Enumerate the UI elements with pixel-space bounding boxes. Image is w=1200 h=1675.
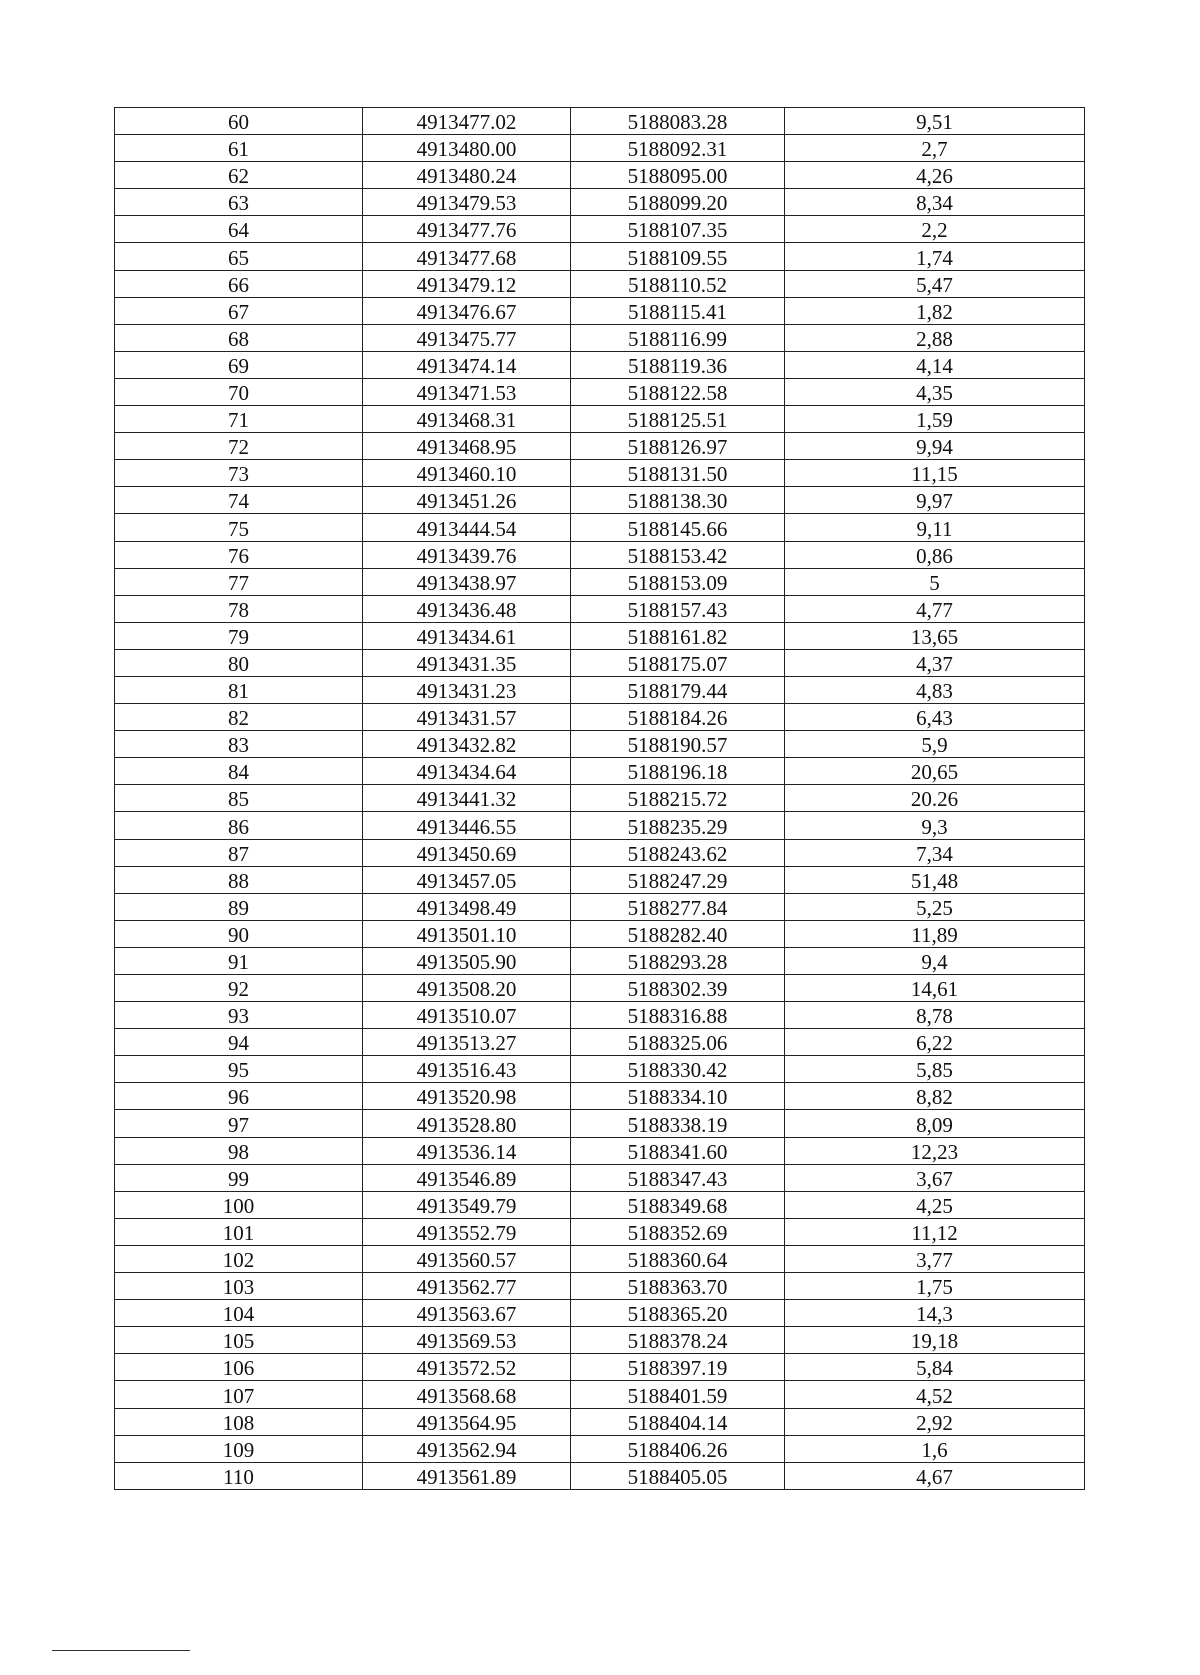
- table-row: [115, 541, 1085, 568]
- coordinates-table: [114, 107, 1085, 1490]
- distance-cell: 1,59: [785, 406, 1085, 433]
- x-coordinate-cell: 4913477.68: [363, 243, 571, 270]
- point-number-cell: 81: [115, 676, 363, 703]
- y-coordinate-cell: 5188349.68: [571, 1191, 785, 1218]
- y-coordinate-cell: 5188116.99: [571, 324, 785, 351]
- y-coordinate-cell: 5188405.05: [571, 1462, 785, 1489]
- point-number-cell: 84: [115, 758, 363, 785]
- table-row: [115, 595, 1085, 622]
- point-number-cell: 82: [115, 704, 363, 731]
- x-coordinate-cell: 4913479.12: [363, 270, 571, 297]
- table-row: [115, 622, 1085, 649]
- table-row: [115, 324, 1085, 351]
- table-row: [115, 676, 1085, 703]
- y-coordinate-cell: 5188247.29: [571, 866, 785, 893]
- point-number-cell: 97: [115, 1110, 363, 1137]
- point-number-cell: 80: [115, 649, 363, 676]
- distance-cell: 0,86: [785, 541, 1085, 568]
- table-row: [115, 514, 1085, 541]
- y-coordinate-cell: 5188138.30: [571, 487, 785, 514]
- y-coordinate-cell: 5188404.14: [571, 1408, 785, 1435]
- distance-cell: 13,65: [785, 622, 1085, 649]
- y-coordinate-cell: 5188406.26: [571, 1435, 785, 1462]
- table-row: [115, 487, 1085, 514]
- table-row: [115, 243, 1085, 270]
- distance-cell: 4,35: [785, 378, 1085, 405]
- distance-cell: 8,82: [785, 1083, 1085, 1110]
- y-coordinate-cell: 5188282.40: [571, 920, 785, 947]
- distance-cell: 11,15: [785, 460, 1085, 487]
- table-row: [115, 1083, 1085, 1110]
- point-number-cell: 66: [115, 270, 363, 297]
- x-coordinate-cell: 4913568.68: [363, 1381, 571, 1408]
- distance-cell: 4,37: [785, 649, 1085, 676]
- table-row: [115, 920, 1085, 947]
- point-number-cell: 109: [115, 1435, 363, 1462]
- y-coordinate-cell: 5188099.20: [571, 189, 785, 216]
- point-number-cell: 70: [115, 378, 363, 405]
- y-coordinate-cell: 5188115.41: [571, 297, 785, 324]
- distance-cell: 20,65: [785, 758, 1085, 785]
- distance-cell: 8,34: [785, 189, 1085, 216]
- x-coordinate-cell: 4913572.52: [363, 1354, 571, 1381]
- point-number-cell: 101: [115, 1218, 363, 1245]
- x-coordinate-cell: 4913434.64: [363, 758, 571, 785]
- distance-cell: 5,25: [785, 893, 1085, 920]
- table-row: [115, 189, 1085, 216]
- y-coordinate-cell: 5188179.44: [571, 676, 785, 703]
- point-number-cell: 65: [115, 243, 363, 270]
- distance-cell: 11,12: [785, 1218, 1085, 1245]
- table-row: [115, 1273, 1085, 1300]
- y-coordinate-cell: 5188175.07: [571, 649, 785, 676]
- x-coordinate-cell: 4913562.77: [363, 1273, 571, 1300]
- point-number-cell: 78: [115, 595, 363, 622]
- x-coordinate-cell: 4913431.23: [363, 676, 571, 703]
- point-number-cell: 63: [115, 189, 363, 216]
- y-coordinate-cell: 5188352.69: [571, 1218, 785, 1245]
- point-number-cell: 90: [115, 920, 363, 947]
- table-row: [115, 649, 1085, 676]
- y-coordinate-cell: 5188243.62: [571, 839, 785, 866]
- table-row: [115, 1381, 1085, 1408]
- point-number-cell: 61: [115, 135, 363, 162]
- point-number-cell: 107: [115, 1381, 363, 1408]
- table-row: [115, 568, 1085, 595]
- x-coordinate-cell: 4913563.67: [363, 1300, 571, 1327]
- distance-cell: 3,67: [785, 1164, 1085, 1191]
- point-number-cell: 67: [115, 297, 363, 324]
- table-row: [115, 812, 1085, 839]
- point-number-cell: 95: [115, 1056, 363, 1083]
- y-coordinate-cell: 5188341.60: [571, 1137, 785, 1164]
- distance-cell: 19,18: [785, 1327, 1085, 1354]
- x-coordinate-cell: 4913508.20: [363, 975, 571, 1002]
- distance-cell: 6,43: [785, 704, 1085, 731]
- distance-cell: 8,09: [785, 1110, 1085, 1137]
- point-number-cell: 76: [115, 541, 363, 568]
- distance-cell: 1,74: [785, 243, 1085, 270]
- y-coordinate-cell: 5188277.84: [571, 893, 785, 920]
- y-coordinate-cell: 5188360.64: [571, 1245, 785, 1272]
- distance-cell: 8,78: [785, 1002, 1085, 1029]
- distance-cell: 14,3: [785, 1300, 1085, 1327]
- y-coordinate-cell: 5188325.06: [571, 1029, 785, 1056]
- table-row: [115, 406, 1085, 433]
- distance-cell: 12,23: [785, 1137, 1085, 1164]
- y-coordinate-cell: 5188131.50: [571, 460, 785, 487]
- y-coordinate-cell: 5188316.88: [571, 1002, 785, 1029]
- x-coordinate-cell: 4913431.57: [363, 704, 571, 731]
- table-row: [115, 1218, 1085, 1245]
- table-row: [115, 135, 1085, 162]
- x-coordinate-cell: 4913561.89: [363, 1462, 571, 1489]
- y-coordinate-cell: 5188109.55: [571, 243, 785, 270]
- y-coordinate-cell: 5188110.52: [571, 270, 785, 297]
- x-coordinate-cell: 4913552.79: [363, 1218, 571, 1245]
- distance-cell: 5,9: [785, 731, 1085, 758]
- table-row: [115, 866, 1085, 893]
- x-coordinate-cell: 4913431.35: [363, 649, 571, 676]
- x-coordinate-cell: 4913528.80: [363, 1110, 571, 1137]
- table-row: [115, 216, 1085, 243]
- x-coordinate-cell: 4913436.48: [363, 595, 571, 622]
- table-row: [115, 1110, 1085, 1137]
- point-number-cell: 60: [115, 108, 363, 135]
- table-row: [115, 785, 1085, 812]
- distance-cell: 51,48: [785, 866, 1085, 893]
- x-coordinate-cell: 4913446.55: [363, 812, 571, 839]
- x-coordinate-cell: 4913475.77: [363, 324, 571, 351]
- y-coordinate-cell: 5188338.19: [571, 1110, 785, 1137]
- point-number-cell: 102: [115, 1245, 363, 1272]
- footnote-rule: [52, 1650, 190, 1651]
- x-coordinate-cell: 4913479.53: [363, 189, 571, 216]
- distance-cell: 4,67: [785, 1462, 1085, 1489]
- table-row: [115, 270, 1085, 297]
- point-number-cell: 69: [115, 351, 363, 378]
- x-coordinate-cell: 4913468.95: [363, 433, 571, 460]
- y-coordinate-cell: 5188235.29: [571, 812, 785, 839]
- point-number-cell: 75: [115, 514, 363, 541]
- table-row: [115, 704, 1085, 731]
- distance-cell: 2,92: [785, 1408, 1085, 1435]
- point-number-cell: 68: [115, 324, 363, 351]
- table-row: [115, 947, 1085, 974]
- x-coordinate-cell: 4913516.43: [363, 1056, 571, 1083]
- y-coordinate-cell: 5188095.00: [571, 162, 785, 189]
- x-coordinate-cell: 4913441.32: [363, 785, 571, 812]
- y-coordinate-cell: 5188334.10: [571, 1083, 785, 1110]
- distance-cell: 9,51: [785, 108, 1085, 135]
- x-coordinate-cell: 4913450.69: [363, 839, 571, 866]
- x-coordinate-cell: 4913480.00: [363, 135, 571, 162]
- table-row: [115, 839, 1085, 866]
- x-coordinate-cell: 4913476.67: [363, 297, 571, 324]
- y-coordinate-cell: 5188363.70: [571, 1273, 785, 1300]
- distance-cell: 4,77: [785, 595, 1085, 622]
- table-row: [115, 1408, 1085, 1435]
- distance-cell: 9,97: [785, 487, 1085, 514]
- distance-cell: 7,34: [785, 839, 1085, 866]
- y-coordinate-cell: 5188302.39: [571, 975, 785, 1002]
- y-coordinate-cell: 5188215.72: [571, 785, 785, 812]
- distance-cell: 3,77: [785, 1245, 1085, 1272]
- y-coordinate-cell: 5188125.51: [571, 406, 785, 433]
- y-coordinate-cell: 5188196.18: [571, 758, 785, 785]
- point-number-cell: 64: [115, 216, 363, 243]
- point-number-cell: 71: [115, 406, 363, 433]
- y-coordinate-cell: 5188330.42: [571, 1056, 785, 1083]
- point-number-cell: 91: [115, 947, 363, 974]
- y-coordinate-cell: 5188153.09: [571, 568, 785, 595]
- table-row: [115, 378, 1085, 405]
- x-coordinate-cell: 4913564.95: [363, 1408, 571, 1435]
- distance-cell: 1,82: [785, 297, 1085, 324]
- table-row: [115, 1435, 1085, 1462]
- distance-cell: 4,83: [785, 676, 1085, 703]
- coordinates-table-body: [115, 108, 1085, 1490]
- table-row: [115, 1029, 1085, 1056]
- distance-cell: 1,75: [785, 1273, 1085, 1300]
- distance-cell: 2,88: [785, 324, 1085, 351]
- point-number-cell: 92: [115, 975, 363, 1002]
- distance-cell: 4,52: [785, 1381, 1085, 1408]
- distance-cell: 14,61: [785, 975, 1085, 1002]
- table-row: [115, 162, 1085, 189]
- table-row: [115, 1002, 1085, 1029]
- x-coordinate-cell: 4913451.26: [363, 487, 571, 514]
- point-number-cell: 106: [115, 1354, 363, 1381]
- distance-cell: 9,3: [785, 812, 1085, 839]
- point-number-cell: 108: [115, 1408, 363, 1435]
- x-coordinate-cell: 4913520.98: [363, 1083, 571, 1110]
- x-coordinate-cell: 4913513.27: [363, 1029, 571, 1056]
- distance-cell: 9,11: [785, 514, 1085, 541]
- table-row: [115, 731, 1085, 758]
- table-row: [115, 1327, 1085, 1354]
- x-coordinate-cell: 4913562.94: [363, 1435, 571, 1462]
- distance-cell: 4,14: [785, 351, 1085, 378]
- x-coordinate-cell: 4913468.31: [363, 406, 571, 433]
- point-number-cell: 94: [115, 1029, 363, 1056]
- table-row: [115, 975, 1085, 1002]
- x-coordinate-cell: 4913474.14: [363, 351, 571, 378]
- x-coordinate-cell: 4913439.76: [363, 541, 571, 568]
- point-number-cell: 83: [115, 731, 363, 758]
- table-row: [115, 1354, 1085, 1381]
- x-coordinate-cell: 4913480.24: [363, 162, 571, 189]
- table-row: [115, 1300, 1085, 1327]
- point-number-cell: 104: [115, 1300, 363, 1327]
- point-number-cell: 74: [115, 487, 363, 514]
- distance-cell: 2,2: [785, 216, 1085, 243]
- table-row: [115, 1056, 1085, 1083]
- table-row: [115, 1164, 1085, 1191]
- y-coordinate-cell: 5188157.43: [571, 595, 785, 622]
- x-coordinate-cell: 4913549.79: [363, 1191, 571, 1218]
- distance-cell: 5,84: [785, 1354, 1085, 1381]
- distance-cell: 2,7: [785, 135, 1085, 162]
- y-coordinate-cell: 5188126.97: [571, 433, 785, 460]
- y-coordinate-cell: 5188365.20: [571, 1300, 785, 1327]
- point-number-cell: 98: [115, 1137, 363, 1164]
- point-number-cell: 77: [115, 568, 363, 595]
- point-number-cell: 86: [115, 812, 363, 839]
- y-coordinate-cell: 5188184.26: [571, 704, 785, 731]
- x-coordinate-cell: 4913560.57: [363, 1245, 571, 1272]
- distance-cell: 1,6: [785, 1435, 1085, 1462]
- y-coordinate-cell: 5188092.31: [571, 135, 785, 162]
- x-coordinate-cell: 4913498.49: [363, 893, 571, 920]
- x-coordinate-cell: 4913505.90: [363, 947, 571, 974]
- point-number-cell: 96: [115, 1083, 363, 1110]
- point-number-cell: 88: [115, 866, 363, 893]
- table-row: [115, 108, 1085, 135]
- y-coordinate-cell: 5188122.58: [571, 378, 785, 405]
- y-coordinate-cell: 5188401.59: [571, 1381, 785, 1408]
- table-row: [115, 1137, 1085, 1164]
- y-coordinate-cell: 5188145.66: [571, 514, 785, 541]
- table-row: [115, 893, 1085, 920]
- x-coordinate-cell: 4913444.54: [363, 514, 571, 541]
- x-coordinate-cell: 4913432.82: [363, 731, 571, 758]
- distance-cell: 9,94: [785, 433, 1085, 460]
- distance-cell: 9,4: [785, 947, 1085, 974]
- distance-cell: 20.26: [785, 785, 1085, 812]
- point-number-cell: 110: [115, 1462, 363, 1489]
- x-coordinate-cell: 4913536.14: [363, 1137, 571, 1164]
- x-coordinate-cell: 4913569.53: [363, 1327, 571, 1354]
- distance-cell: 4,25: [785, 1191, 1085, 1218]
- table-row: [115, 758, 1085, 785]
- x-coordinate-cell: 4913477.02: [363, 108, 571, 135]
- y-coordinate-cell: 5188153.42: [571, 541, 785, 568]
- distance-cell: 5,47: [785, 270, 1085, 297]
- distance-cell: 6,22: [785, 1029, 1085, 1056]
- y-coordinate-cell: 5188293.28: [571, 947, 785, 974]
- y-coordinate-cell: 5188107.35: [571, 216, 785, 243]
- point-number-cell: 99: [115, 1164, 363, 1191]
- y-coordinate-cell: 5188119.36: [571, 351, 785, 378]
- distance-cell: 4,26: [785, 162, 1085, 189]
- point-number-cell: 85: [115, 785, 363, 812]
- x-coordinate-cell: 4913510.07: [363, 1002, 571, 1029]
- y-coordinate-cell: 5188190.57: [571, 731, 785, 758]
- table-row: [115, 297, 1085, 324]
- point-number-cell: 72: [115, 433, 363, 460]
- y-coordinate-cell: 5188378.24: [571, 1327, 785, 1354]
- x-coordinate-cell: 4913434.61: [363, 622, 571, 649]
- distance-cell: 5,85: [785, 1056, 1085, 1083]
- point-number-cell: 93: [115, 1002, 363, 1029]
- x-coordinate-cell: 4913501.10: [363, 920, 571, 947]
- point-number-cell: 103: [115, 1273, 363, 1300]
- point-number-cell: 79: [115, 622, 363, 649]
- x-coordinate-cell: 4913457.05: [363, 866, 571, 893]
- y-coordinate-cell: 5188083.28: [571, 108, 785, 135]
- table-row: [115, 433, 1085, 460]
- point-number-cell: 87: [115, 839, 363, 866]
- x-coordinate-cell: 4913546.89: [363, 1164, 571, 1191]
- distance-cell: 5: [785, 568, 1085, 595]
- x-coordinate-cell: 4913477.76: [363, 216, 571, 243]
- x-coordinate-cell: 4913460.10: [363, 460, 571, 487]
- table-row: [115, 351, 1085, 378]
- y-coordinate-cell: 5188161.82: [571, 622, 785, 649]
- table-row: [115, 460, 1085, 487]
- point-number-cell: 105: [115, 1327, 363, 1354]
- distance-cell: 11,89: [785, 920, 1085, 947]
- point-number-cell: 62: [115, 162, 363, 189]
- point-number-cell: 89: [115, 893, 363, 920]
- table-row: [115, 1191, 1085, 1218]
- y-coordinate-cell: 5188347.43: [571, 1164, 785, 1191]
- point-number-cell: 73: [115, 460, 363, 487]
- x-coordinate-cell: 4913438.97: [363, 568, 571, 595]
- table-row: [115, 1245, 1085, 1272]
- point-number-cell: 100: [115, 1191, 363, 1218]
- table-row: [115, 1462, 1085, 1489]
- y-coordinate-cell: 5188397.19: [571, 1354, 785, 1381]
- x-coordinate-cell: 4913471.53: [363, 378, 571, 405]
